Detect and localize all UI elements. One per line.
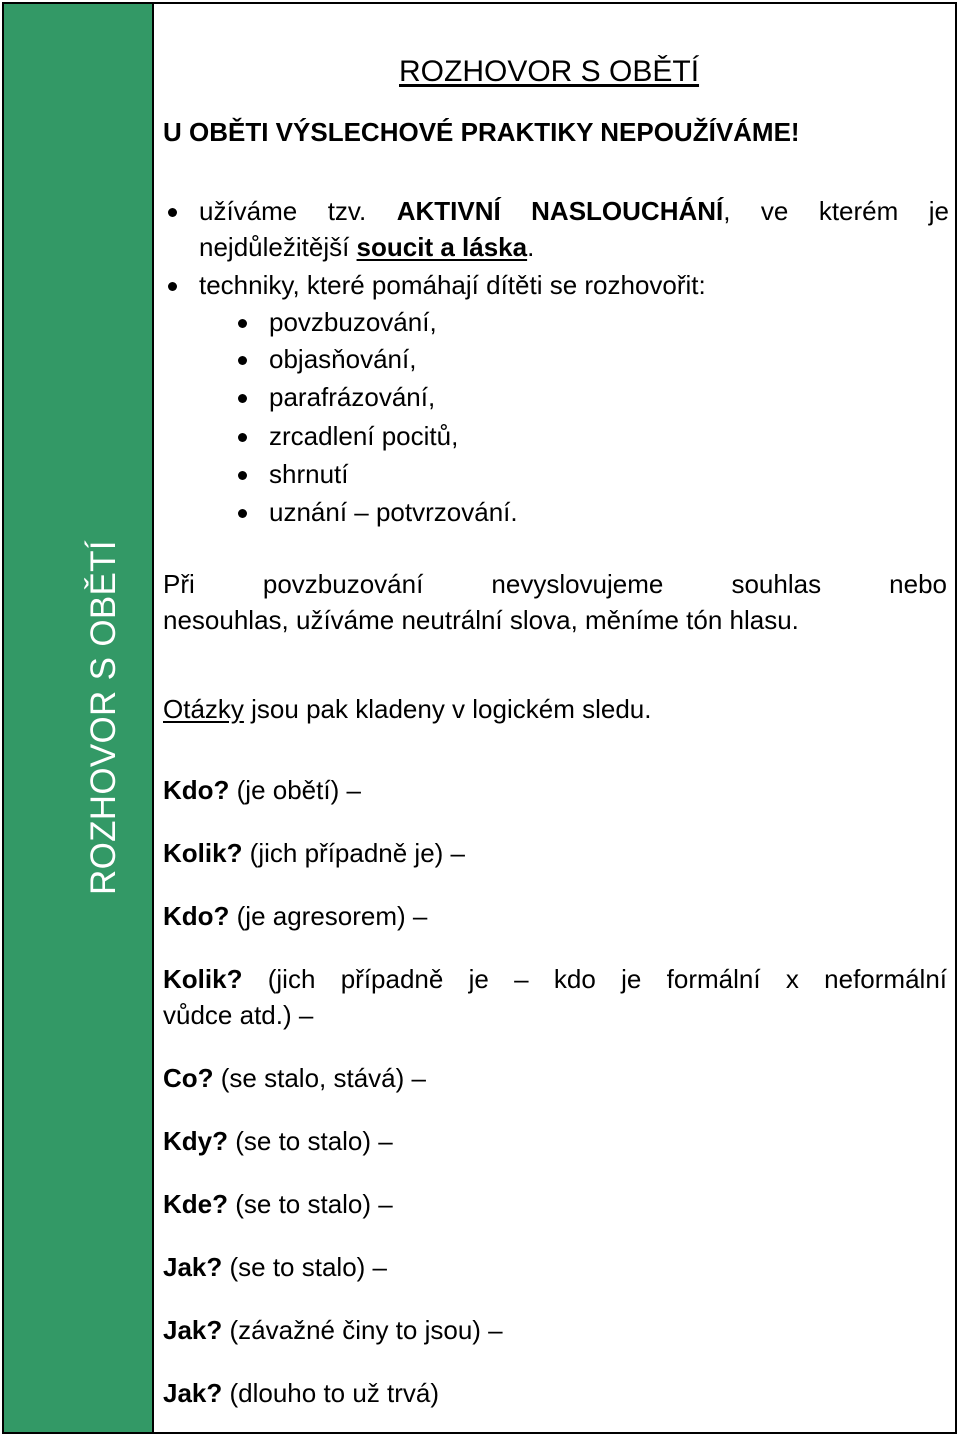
bullet-dot-icon (168, 282, 177, 291)
bullet-active-listening (199, 193, 949, 265)
paragraph-encouragement: Při povzbuzování nevyslovujeme souhlas nebo nesouhlas, užíváme neutrální slova, měníme tón hlasu. (163, 569, 947, 635)
bullet-dot-icon (238, 394, 247, 403)
page-title: ROZHOVOR S OBĚTÍ (399, 55, 700, 88)
technique-item: uznání – potvrzování. (269, 494, 518, 530)
paragraph-questions: Otázky jsou pak kladeny v logickém sledu. (163, 694, 652, 724)
active-listening-term: AKTIVNÍ NASLOUCHÁNÍ (396, 196, 724, 226)
subheading: U OBĚTI VÝSLECHOVÉ PRAKTIKY NEPOUŽÍVÁME! (163, 117, 800, 147)
question-item: Kdo? (je obětí) – (163, 775, 361, 805)
question-item: Jak? (dlouho to už trvá) (163, 1378, 440, 1408)
technique-item: shrnutí (269, 456, 349, 492)
question-item: Co? (se stalo, stává) – (163, 1063, 426, 1093)
bullet-dot-icon (238, 509, 247, 518)
question-item: Kde? (se to stalo) – (163, 1189, 393, 1219)
question-item: Jak? (se to stalo) – (163, 1252, 387, 1282)
bullet-dot-icon (238, 433, 247, 442)
bullet-dot-icon (238, 319, 247, 328)
question-item: Kdo? (je agresorem) – (163, 901, 428, 931)
technique-item: parafrázování, (269, 379, 435, 415)
bullet-dot-icon (238, 356, 247, 365)
bullet-dot-icon (168, 208, 177, 217)
sidebar-title: ROZHOVOR S OBĚTÍ (84, 540, 123, 895)
technique-item: povzbuzování, (269, 304, 437, 340)
question-item: Kolik? (jich případně je – kdo je formální x neformální vůdce atd.) – (163, 964, 947, 1030)
bullet-techniques: techniky, které pomáhají dítěti se rozhovořit: (199, 267, 949, 303)
compassion-term: soucit a láska (356, 232, 528, 262)
bullet-dot-icon (238, 471, 247, 480)
bullet-line: užíváme tzv. AKTIVNÍ NASLOUCHÁNÍ, ve kterém je (199, 196, 949, 226)
question-item: Kolik? (jich případně je) – (163, 838, 466, 868)
question-item: Kdy? (se to stalo) – (163, 1126, 393, 1156)
sidebar-band (4, 4, 154, 1432)
technique-item: objasňování, (269, 341, 416, 377)
questions-term: Otázky (163, 694, 244, 724)
question-item: Jak? (závažné činy to jsou) – (163, 1315, 503, 1345)
bullet-line: nejdůležitější soucit a láska. (199, 232, 535, 262)
technique-item: zrcadlení pocitů, (269, 418, 458, 454)
